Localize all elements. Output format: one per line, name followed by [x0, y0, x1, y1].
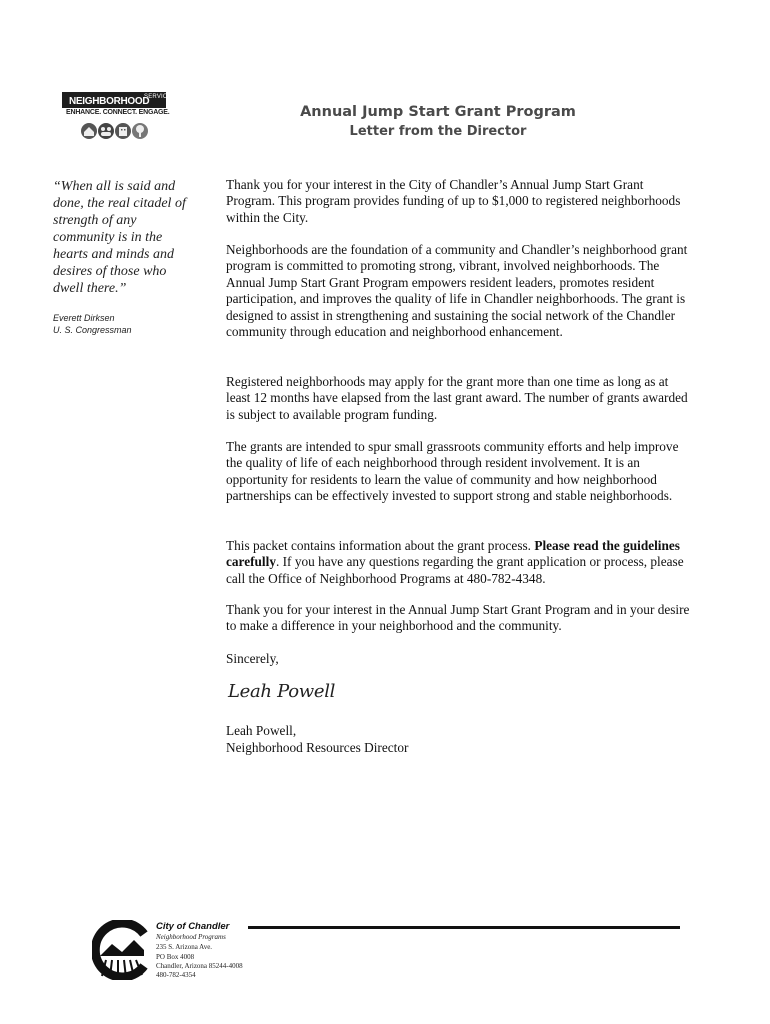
- logo-tagline: ENHANCE. CONNECT. ENGAGE.: [66, 109, 170, 116]
- director-name: Leah Powell,: [226, 723, 297, 738]
- document-subtitle: Letter from the Director: [349, 124, 527, 139]
- p5-text-start: This packet contains information about the grant process.: [226, 538, 535, 553]
- house-icon: [81, 123, 97, 139]
- quote-author: Everett Dirksen: [53, 313, 115, 323]
- logo-title: NEIGHBORHOOD: [69, 96, 150, 107]
- tree-icon: [132, 123, 148, 139]
- logo-icons: [80, 121, 150, 141]
- letter-paragraph: The grants are intended to spur small grassroots community efforts and help improve the quality of life of each neighborhood through resident involvement. It is an opportunity for residents to learn the value of community and how neighborhood partnerships can be effectively invested to support strong and stable neighborhoods.: [226, 439, 679, 504]
- people-icon: [98, 123, 114, 139]
- logo-tag: SERVICES: [144, 94, 176, 100]
- p5-emphasis: Please read the guidelines carefully: [226, 538, 680, 570]
- letter-closing: Sincerely,: [226, 651, 279, 666]
- footer-department: Neighborhood Programs: [156, 933, 226, 941]
- quote-author-role: U. S. Congressman: [53, 325, 132, 335]
- footer-address-line: 235 S. Arizona Ave.: [156, 943, 213, 951]
- sidebar-quote: “When all is said and done, the real citadel of strength of any community is in the hearts and minds and desires of those who dwell there.”: [53, 179, 186, 296]
- director-signature: Leah Powell: [228, 681, 336, 702]
- letter-paragraph: Registered neighborhoods may apply for the grant more than one time as long as at least 12 months have elapsed from the last grant award. The number of grants awarded is subject to available program funding.: [226, 374, 688, 422]
- footer-divider: [248, 926, 680, 929]
- neighborhood-services-logo: [58, 90, 176, 148]
- letter-paragraph: Thank you for your interest in the City of Chandler’s Annual Jump Start Grant Program. This program provides funding of up to $1,000 to registered neighborhoods within the City.: [226, 177, 681, 225]
- letter-paragraph: Thank you for your interest in the Annual Jump Start Grant Program and in your desire to make a difference in your neighborhood and the community.: [226, 602, 690, 634]
- letter-paragraph: Neighborhoods are the foundation of a community and Chandler’s neighborhood grant program is committed to promoting strong, vibrant, involved neighborhoods. The Annual Jump Start Grant Program empowers resident leaders, promotes resident participation, and improves the quality of life in Chandler neighborhoods. The grant is designed to assist in strengthening and sustaining the social network of the Chandler community through education and neighborhood enhancement.: [226, 242, 688, 340]
- document-title: Annual Jump Start Grant Program: [300, 104, 576, 120]
- logo-banner: [62, 92, 176, 108]
- footer-phone: 480-782-4354: [156, 971, 196, 979]
- footer-address-line: PO Box 4008: [156, 953, 195, 961]
- city-seal-icon: [92, 920, 152, 980]
- letter-paragraph: [226, 538, 690, 587]
- footer-city-name: City of Chandler: [156, 921, 230, 932]
- p5-text-end: . If you have any questions regarding the grant application or process, please call the Office of Neighborhood Programs at 480-782-4348.: [226, 554, 684, 586]
- footer-address-line: Chandler, Arizona 85244-4008: [156, 962, 243, 970]
- building-icon: [115, 123, 131, 139]
- director-title: Neighborhood Resources Director: [226, 740, 409, 755]
